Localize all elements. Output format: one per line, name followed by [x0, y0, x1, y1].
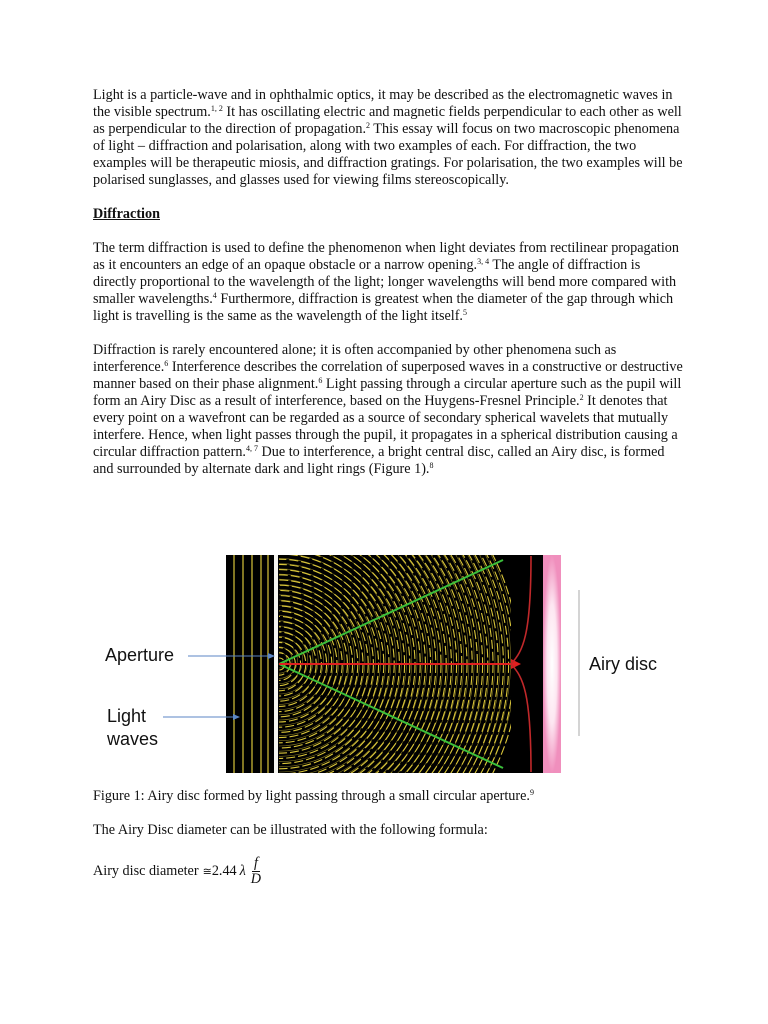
text-run: This essay will focus on two macroscopic phenomena of light – diffraction and polarisation, along with two examples of each. For diffraction, the two examples will be therapeutic miosis, and diffraction gratings. For polarisation, the two examples will be polarised sunglasses, and glasses used for viewing films stereoscopically. — [93, 121, 683, 188]
text-run: It has oscillating electric and magnetic fields perpendicular to each other as well as perpendicular to the direction of propagation. — [93, 104, 682, 137]
fraction — [249, 856, 263, 887]
formula-intro: The Airy Disc diameter can be illustrated with the following formula: — [93, 822, 488, 838]
formula-coefficient: 2.44 — [211, 863, 237, 879]
text-run: Light is a particle-wave and in ophthalmic optics, it may be described as the electromagnetic waves in the visible spectrum. — [93, 87, 673, 120]
light-label: Light — [107, 706, 147, 726]
citation: 4 — [212, 291, 217, 300]
text-run: It denotes that every point on a wavefront can be regarded as a source of secondary spherical wavelets that mutually interfere. Hence, when light passes through the pupil, it propagates in a spherical distribution causing a circular diffraction pattern. — [93, 393, 678, 460]
text-run: Light passing through a circular aperture such as the pupil will form an Airy Disc as a result of interference, based on the Huygens-Fresnel Principle. — [93, 376, 682, 409]
lambda-symbol: λ — [239, 863, 246, 879]
citation: 5 — [462, 308, 467, 317]
approx-symbol: ≅ — [202, 866, 212, 878]
intro-paragraph — [93, 87, 683, 189]
diffraction-paragraph — [93, 240, 683, 325]
formula — [93, 856, 263, 887]
aperture-barrier — [274, 555, 278, 773]
section-heading: Diffraction — [93, 206, 160, 222]
text-run: Furthermore, diffraction is greatest when the diameter of the gap through which light is travelling is the same as the wavelength of the light itself. — [93, 291, 674, 324]
fraction-denominator: D — [250, 871, 262, 887]
waves-label: waves — [107, 729, 159, 749]
figure-caption — [93, 788, 534, 805]
citation: 2 — [366, 121, 371, 130]
caption-text: Figure 1: Airy disc formed by light passing through a small circular aperture. — [93, 788, 530, 804]
formula-label: Airy disc diameter — [93, 863, 199, 879]
text-run: Interference describes the correlation of superposed waves in a constructive or destructive manner based on their phase alignment. — [93, 359, 683, 392]
citation: 8 — [429, 461, 434, 470]
citation: 2 — [579, 393, 584, 402]
citation: 3, 4 — [477, 257, 490, 266]
citation: 9 — [529, 788, 534, 797]
citation: 1, 2 — [210, 104, 223, 113]
text-run: Diffraction is rarely encountered alone; it is often accompanied by other phenomena such as interference. — [93, 342, 617, 375]
airy-disc-figure — [93, 546, 683, 778]
document-body — [93, 87, 683, 478]
citation: 6 — [164, 359, 169, 368]
text-run: The angle of diffraction is directly proportional to the wavelength of the light; longer wavelengths will bend more compared with smaller wavelengths. — [93, 257, 677, 307]
text-run: Due to interference, a bright central disc, called an Airy disc, is formed and surrounded by alternate dark and light rings (Figure 1). — [93, 444, 665, 477]
citation: 6 — [318, 376, 323, 385]
citation: 4, 7 — [245, 444, 258, 453]
text-run: The term diffraction is used to define the phenomenon when light deviates from rectilinear propagation as it encounters an edge of an opaque obstacle or a narrow opening. — [93, 240, 679, 273]
fraction-numerator: f — [253, 855, 258, 871]
interference-paragraph — [93, 342, 683, 478]
aperture-label: Aperture — [105, 645, 175, 665]
screen — [543, 555, 561, 773]
airy-disc-label: Airy disc — [589, 654, 658, 674]
